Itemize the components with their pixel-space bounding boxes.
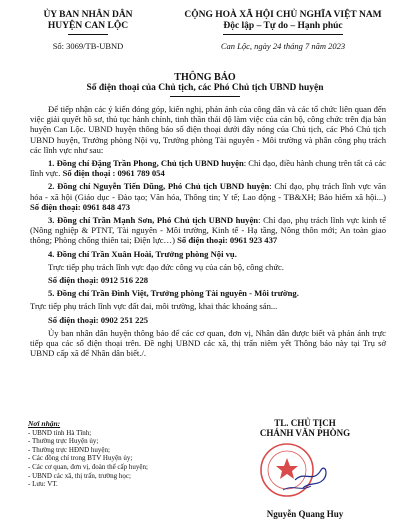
item-phone: Số điện thoại: 0961 848 473 <box>30 201 131 212</box>
list-item <box>30 288 386 298</box>
item-phone: Số điện thoại: 0961 923 437 <box>177 235 278 246</box>
signer-title-1: TL. CHỦ TỊCH <box>274 418 336 428</box>
recipient-item: - UBND các xã, thị trấn, trường học; <box>28 471 131 480</box>
item-text: : Chỉ đạo, phụ trách lĩnh vực văn hóa - xã hội (Giáo dục - Đào tạo; Văn hóa, Thông tin; Y tế; Lao động - TB&XH; Bảo hiểm xã hội...) <box>30 181 387 202</box>
item-text: Trực tiếp phụ trách lĩnh vực đất đai, môi trường, khai thác khoáng sản... <box>30 301 278 312</box>
item-heading: 2. Đồng chí Nguyễn Tiến Dũng, Phó Chủ tịch UBND huyện <box>48 181 270 192</box>
document-title: THÔNG BÁO <box>174 72 236 83</box>
item-text: : Chỉ đạo, điều hành chung trên tất cả các lĩnh vực. <box>30 158 386 179</box>
item-text: Trực tiếp phụ trách lĩnh vực đạo đức công vụ của cán bộ, công chức. <box>48 261 284 272</box>
recipient-item: - UBND tỉnh Hà Tĩnh; <box>28 428 92 437</box>
item-heading: 5. Đồng chí Trần Đình Việt, Trưởng phòng Tài nguyên - Môi trường. <box>48 288 299 299</box>
recipients-block <box>28 420 188 489</box>
item-text: : Chỉ đạo, phụ trách lĩnh vực kinh tế (Nông nghiệp & PTNT, Tài nguyên - Môi trường, Kinh tế - Hạ tầng, Nông thôn mới; An toàn giao thông; Phòng chống thiên tai; Điện lực…) <box>30 215 386 246</box>
issue-date: Can Lộc, ngày 24 tháng 7 năm 2023 <box>220 41 346 51</box>
closing-paragraph: Ủy ban nhân dân huyện thông báo để các cơ quan, đơn vị, Nhân dân được biết và phản ánh trực tiếp qua các số điện thoại trên. Đề nghị UBND các xã, thị trấn niêm yết Thông báo này tại Trụ sở UBND cấp xã để Nhân dân biết./. <box>30 327 386 359</box>
national-header <box>168 10 398 51</box>
motto-underline <box>223 34 343 35</box>
national-motto: Độc lập – Tự do – Hạnh phúc <box>223 21 343 31</box>
official-seal-icon <box>253 440 333 504</box>
signature-block <box>220 418 390 438</box>
item-heading: 1. Đồng chí Đặng Trần Phong, Chủ tịch UBND huyện <box>48 158 244 169</box>
item-phone: Số điện thoại: 0902 251 225 <box>48 314 149 325</box>
recipients-label: Nơi nhận: <box>28 419 61 428</box>
issuer-underline <box>68 34 108 35</box>
document-body <box>30 104 386 361</box>
intro-paragraph: Để tiếp nhận các ý kiến đóng góp, kiến nghị, phản ánh của công dân và các tổ chức liên quan đến việc giải quyết hồ sơ, thủ tục hành chính, tinh thần thái độ làm việc của cán bộ, công chức trên địa bàn huyện Can Lộc. UBND huyện thông báo số điện thoại dưới đây nóng của Chủ tịch, các Phó Chủ tịch UBND huyện, Trưởng phòng Nội vụ, Trưởng phòng Tài nguyên - Môi trường và phân công phụ trách các lĩnh vực như sau: <box>30 104 386 155</box>
list-item <box>30 181 386 212</box>
recipient-item: - Lưu: VT. <box>28 480 58 489</box>
nation-name: CỘNG HOÀ XÃ HỘI CHỦ NGHĨA VIỆT NAM <box>184 10 382 20</box>
item-heading: 4. Đồng chí Trần Xuân Hoài, Trưởng phòng Nội vụ. <box>48 248 237 259</box>
recipient-item: - Thường trực HĐND huyện; <box>28 445 110 454</box>
issuer-block <box>18 10 158 51</box>
document-number: Số: 3069/TB-UBND <box>52 41 124 51</box>
list-item <box>30 215 386 246</box>
issuer-line-1: ỦY BAN NHÂN DÂN <box>43 10 133 20</box>
recipient-item: - Các cơ quan, đơn vị, đoàn thể cấp huyện; <box>28 462 148 471</box>
recipient-item: - Thường trực Huyện ủy; <box>28 437 99 446</box>
document-subtitle: Số điện thoại của Chủ tịch, các Phó Chủ tịch UBND huyện <box>86 83 324 93</box>
subtitle-underline <box>170 96 240 97</box>
signer-name: Nguyễn Quang Huy <box>266 509 344 519</box>
signer-title-2: CHÁNH VĂN PHÒNG <box>259 428 351 438</box>
list-item <box>30 249 386 259</box>
item-phone: Số điện thoại: 0912 516 228 <box>48 275 149 286</box>
item-phone: Số điện thoại : 0961 789 054 <box>62 168 165 179</box>
item-heading: 3. Đồng chí Trần Mạnh Sơn, Phó Chủ tịch UBND huyện <box>48 215 259 226</box>
recipient-item: - Các đồng chí trong BTV Huyện ủy; <box>28 454 133 463</box>
issuer-line-2: HUYỆN CAN LỘC <box>47 21 129 31</box>
list-item <box>30 158 386 178</box>
